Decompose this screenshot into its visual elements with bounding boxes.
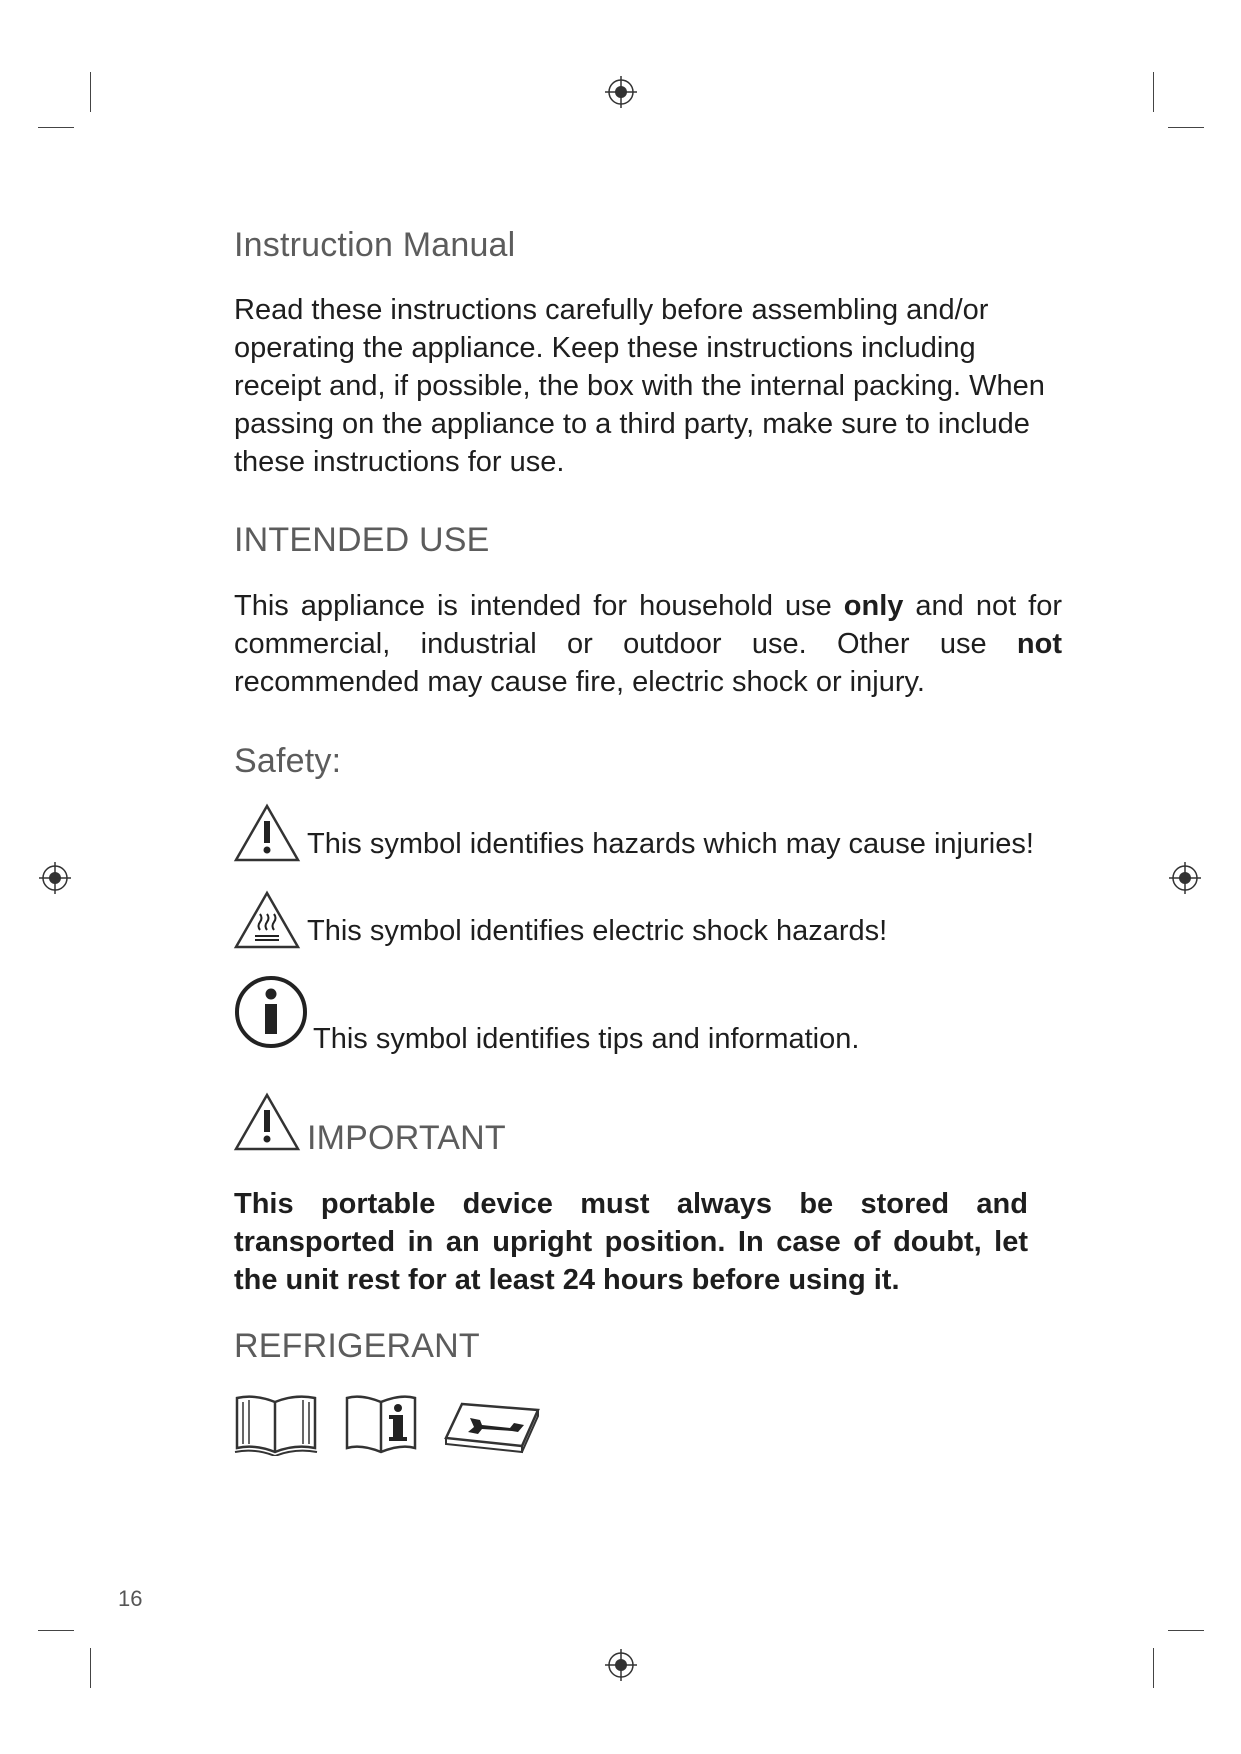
intended-use-heading: INTENDED USE (234, 521, 490, 559)
registration-mark-icon (1168, 861, 1202, 895)
safety-heading: Safety: (234, 742, 342, 780)
important-paragraph: This portable device must always be stored and transported in an upright position. In case of doubt, let the unit rest for at least 24 hours before using it. (234, 1188, 1028, 1296)
crop-mark (1153, 1648, 1154, 1688)
service-manual-icon (444, 1396, 540, 1454)
warning-triangle-icon (233, 1092, 301, 1152)
crop-mark (90, 72, 91, 112)
important-heading-row (233, 1092, 506, 1157)
book-info-icon (343, 1390, 419, 1456)
info-circle-icon (233, 974, 309, 1050)
intended-use-text: recommended may cause fire, electric shock or injury. (234, 666, 925, 698)
intended-use-paragraph (234, 587, 1062, 701)
safety-symbol-text: This symbol identifies tips and information. (313, 1023, 860, 1055)
intro-paragraph: Read these instructions carefully before assembling and/or operating the appliance. Keep these instructions including receipt and, if possible, the box with the internal packing. When passing on the appliance to a third party, make sure to include these instructions for use. (234, 294, 1045, 478)
crop-mark (1168, 127, 1204, 128)
safety-symbol-row (233, 974, 860, 1055)
crop-mark (38, 127, 74, 128)
safety-symbol-text: This symbol identifies electric shock hazards! (307, 915, 888, 947)
intended-use-emphasis: only (843, 590, 904, 622)
electric-hazard-icon (233, 890, 301, 950)
safety-symbol-row (233, 890, 887, 950)
important-heading: IMPORTANT (307, 1119, 506, 1157)
refrigerant-heading: REFRIGERANT (234, 1327, 480, 1365)
open-book-icon (233, 1390, 319, 1456)
crop-mark (38, 1630, 74, 1631)
crop-mark (90, 1648, 91, 1688)
warning-triangle-icon (233, 803, 301, 863)
intended-use-text: This appliance is intended for household use (234, 590, 844, 622)
safety-symbol-text: This symbol identifies hazards which may cause injuries! (307, 828, 1034, 860)
registration-mark-icon (604, 1648, 638, 1682)
page-number: 16 (118, 1586, 143, 1611)
registration-mark-icon (604, 75, 638, 109)
crop-mark (1168, 1630, 1204, 1631)
intended-use-emphasis: not (1016, 628, 1062, 660)
page-title: Instruction Manual (234, 226, 516, 264)
crop-mark (1153, 72, 1154, 112)
intended-use-text: and not for commercial, industrial or outdoor use. Other use (234, 590, 1063, 660)
registration-mark-icon (38, 861, 72, 895)
safety-symbol-row (233, 803, 1034, 863)
